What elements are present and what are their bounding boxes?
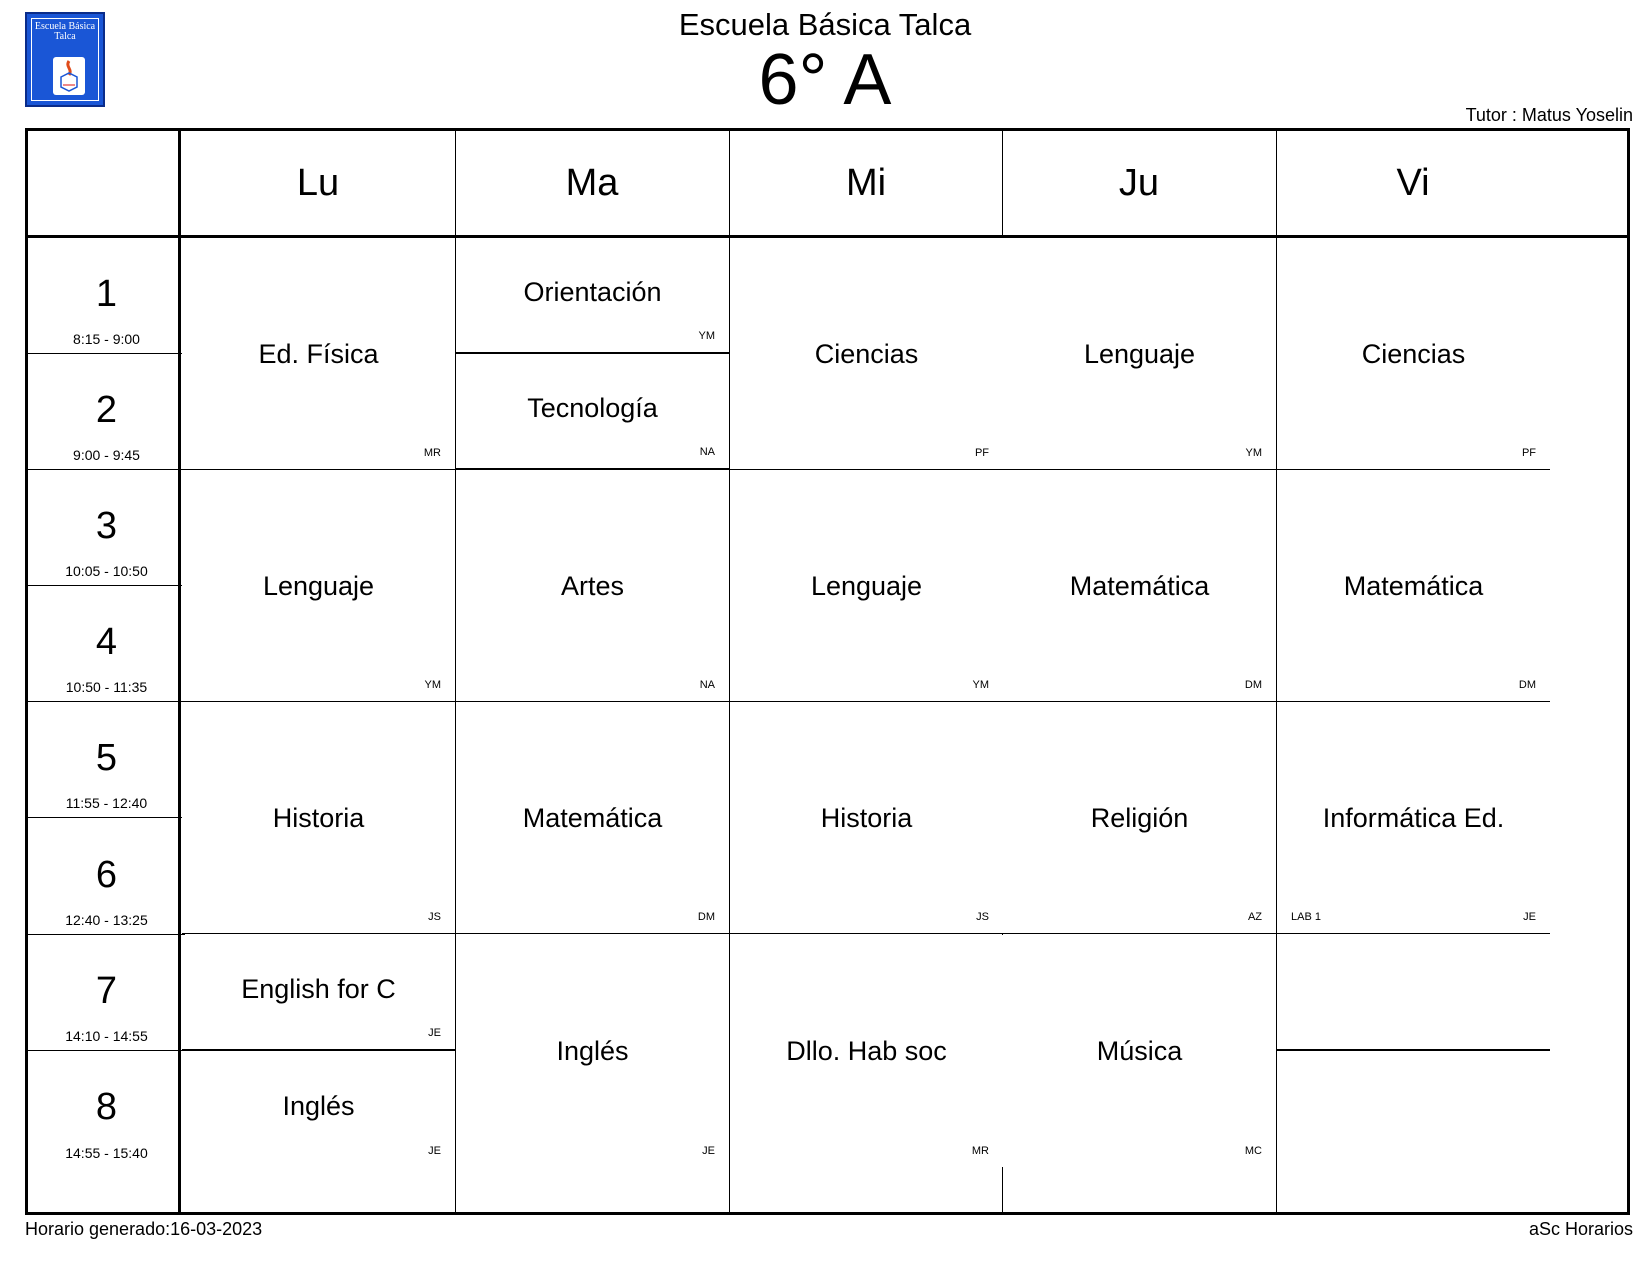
lesson-cell xyxy=(456,470,729,702)
lesson-teacher: AZ xyxy=(1247,911,1262,923)
period-cell xyxy=(28,702,185,818)
lesson-cell xyxy=(182,1051,455,1167)
lesson-cell xyxy=(182,238,455,470)
lesson-teacher: JE xyxy=(1523,911,1536,923)
period-number: 5 xyxy=(95,737,118,779)
period-cell xyxy=(28,1051,185,1167)
lesson-teacher: JE xyxy=(428,1145,441,1157)
lesson-teacher: MR xyxy=(423,447,441,459)
lesson-cell xyxy=(1003,238,1276,470)
lesson-subject: Orientación xyxy=(523,276,662,307)
lesson-subject: Matemática xyxy=(1069,570,1210,601)
lesson-teacher: YM xyxy=(1245,447,1262,459)
lesson-subject: Matemática xyxy=(522,802,663,833)
day-header: Mi xyxy=(845,161,887,204)
lesson-subject: Ciencias xyxy=(1361,338,1466,369)
lesson-cell xyxy=(730,702,1003,934)
period-time: 14:10 - 14:55 xyxy=(65,1028,148,1044)
tutor-label: Tutor : Matus Yoselin xyxy=(1465,105,1633,125)
period-number: 6 xyxy=(95,854,118,896)
day-header: Ma xyxy=(565,161,619,204)
period-number: 7 xyxy=(95,970,118,1012)
lesson-teacher: NA xyxy=(699,679,715,691)
lesson-teacher: JE xyxy=(702,1145,715,1157)
lesson-subject: Religión xyxy=(1090,802,1189,833)
period-cell xyxy=(28,935,185,1051)
generated-date: Horario generado:16-03-2023 xyxy=(25,1219,263,1239)
lesson-cell xyxy=(730,935,1003,1167)
lesson-cell xyxy=(1277,470,1550,702)
lesson-subject: Dllo. Hab soc xyxy=(786,1036,947,1066)
lesson-teacher: DM xyxy=(1244,679,1262,691)
lesson-teacher: JS xyxy=(976,911,989,923)
lesson-subject: Historia xyxy=(272,802,365,833)
class-name: 6° A xyxy=(758,40,892,120)
lesson-teacher: JE xyxy=(428,1027,441,1039)
lesson-subject: Ed. Física xyxy=(258,338,379,369)
lesson-teacher: PF xyxy=(974,447,989,459)
lesson-cell xyxy=(456,935,729,1167)
period-time: 9:00 - 9:45 xyxy=(73,447,140,463)
period-number: 1 xyxy=(95,273,118,315)
lesson-subject: Inglés xyxy=(282,1090,355,1121)
lesson-subject: Lenguaje xyxy=(262,570,375,601)
lesson-cell xyxy=(182,935,455,1051)
lesson-teacher: DM xyxy=(1518,679,1536,691)
lesson-cell xyxy=(730,238,1003,470)
lesson-subject: Ciencias xyxy=(814,338,919,369)
period-cell xyxy=(28,819,185,935)
period-time: 10:50 - 11:35 xyxy=(65,679,148,695)
timetable-grid xyxy=(25,128,1630,1215)
lesson-cell xyxy=(1003,702,1276,934)
lesson-subject: Música xyxy=(1096,1036,1183,1066)
software-name: aSc Horarios xyxy=(1528,1219,1633,1239)
lesson-cell xyxy=(182,470,455,702)
period-time: 11:55 - 12:40 xyxy=(65,795,148,811)
lesson-cell xyxy=(1277,935,1550,1051)
period-cell xyxy=(28,586,185,702)
lesson-cell xyxy=(456,702,729,934)
lesson-cell xyxy=(1277,702,1550,934)
lesson-subject: Lenguaje xyxy=(1083,338,1196,369)
lesson-teacher: NA xyxy=(699,446,715,458)
lesson-cell xyxy=(182,702,455,934)
lesson-cell xyxy=(1003,935,1276,1167)
lesson-subject: Historia xyxy=(820,802,913,833)
lesson-room: LAB 1 xyxy=(1291,911,1321,923)
lesson-subject: Tecnología xyxy=(527,392,658,423)
period-number: 2 xyxy=(95,389,118,431)
period-time: 8:15 - 9:00 xyxy=(73,331,140,347)
lesson-teacher: MC xyxy=(1244,1145,1262,1157)
period-cell xyxy=(28,470,185,586)
lesson-subject: Matemática xyxy=(1343,570,1484,601)
day-header: Ju xyxy=(1118,161,1160,204)
day-header: Vi xyxy=(1396,161,1430,204)
period-number: 4 xyxy=(95,621,118,663)
period-time: 10:05 - 10:50 xyxy=(65,563,148,579)
school-name: Escuela Básica Talca xyxy=(678,7,972,42)
lesson-subject: Lenguaje xyxy=(810,570,923,601)
period-cell xyxy=(28,354,185,470)
lesson-teacher: MR xyxy=(971,1145,989,1157)
lesson-cell xyxy=(1003,470,1276,702)
lesson-cell xyxy=(456,354,729,470)
day-header: Lu xyxy=(296,161,340,204)
period-number: 3 xyxy=(95,505,118,547)
lesson-subject: Artes xyxy=(560,570,625,601)
lesson-subject: Inglés xyxy=(556,1036,629,1066)
lesson-cell xyxy=(456,238,729,354)
lesson-teacher: PF xyxy=(1521,447,1536,459)
period-cell xyxy=(28,238,185,354)
lesson-cell xyxy=(1277,238,1550,470)
period-time: 14:55 - 15:40 xyxy=(65,1145,148,1161)
lesson-teacher: YM xyxy=(972,679,989,691)
lesson-subject: Informática Ed. xyxy=(1322,802,1505,833)
lesson-cell xyxy=(730,470,1003,702)
lesson-teacher: YM xyxy=(424,679,441,691)
period-number: 8 xyxy=(95,1086,118,1128)
lesson-cell xyxy=(1277,1051,1550,1167)
lesson-teacher: DM xyxy=(697,911,715,923)
period-time: 12:40 - 13:25 xyxy=(65,912,148,928)
lesson-teacher: JS xyxy=(428,911,441,923)
lesson-subject: English for C xyxy=(241,973,396,1004)
logo-text: Escuela Básica Talca xyxy=(34,21,96,42)
lesson-teacher: YM xyxy=(698,330,715,342)
